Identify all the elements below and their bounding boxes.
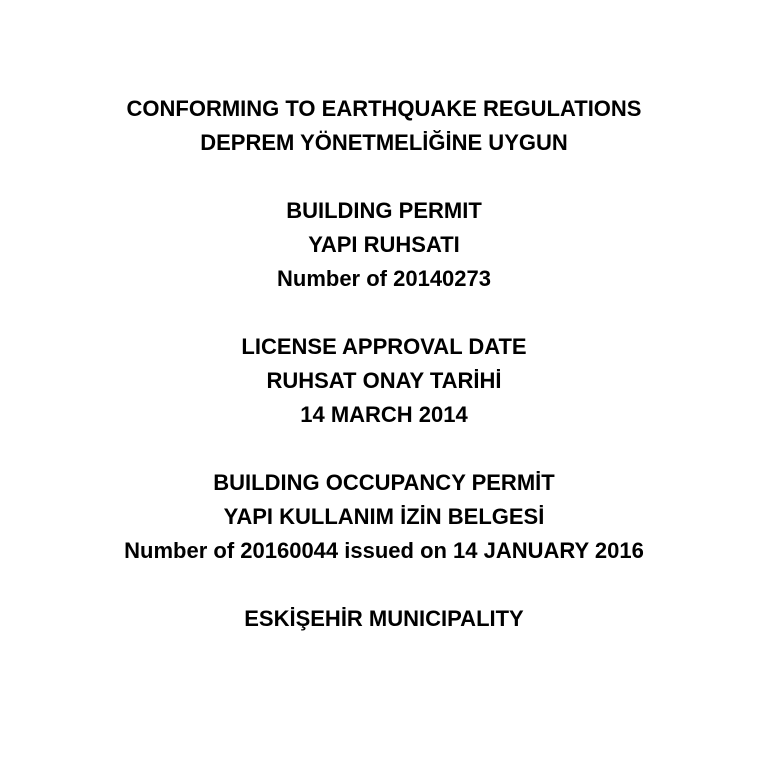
building-permit-title-en: BUILDING PERMIT bbox=[286, 198, 482, 223]
section-spacer bbox=[0, 432, 768, 466]
building-permit-section bbox=[0, 194, 768, 296]
building-permit-title-tr: YAPI RUHSATI bbox=[308, 232, 460, 257]
license-approval-title-tr: RUHSAT ONAY TARİHİ bbox=[266, 368, 502, 393]
issuer-section bbox=[0, 602, 768, 636]
issuer-name: ESKİŞEHİR MUNICIPALITY bbox=[244, 606, 524, 631]
earthquake-section bbox=[0, 92, 768, 160]
section-spacer bbox=[0, 568, 768, 602]
earthquake-title-tr: DEPREM YÖNETMELİĞİNE UYGUN bbox=[200, 130, 568, 155]
occupancy-permit-title-tr: YAPI KULLANIM İZİN BELGESİ bbox=[223, 504, 545, 529]
section-spacer bbox=[0, 296, 768, 330]
occupancy-permit-title-en: BUILDING OCCUPANCY PERMİT bbox=[213, 470, 555, 495]
permit-document bbox=[0, 92, 768, 636]
section-spacer bbox=[0, 160, 768, 194]
license-approval-title-en: LICENSE APPROVAL DATE bbox=[241, 334, 527, 359]
license-approval-section bbox=[0, 330, 768, 432]
occupancy-permit-section bbox=[0, 466, 768, 568]
license-approval-date: 14 MARCH 2014 bbox=[300, 402, 468, 427]
earthquake-title-en: CONFORMING TO EARTHQUAKE REGULATIONS bbox=[126, 96, 642, 121]
building-permit-number: Number of 20140273 bbox=[277, 266, 491, 291]
occupancy-permit-number: Number of 20160044 issued on 14 JANUARY 2016 bbox=[124, 538, 644, 563]
